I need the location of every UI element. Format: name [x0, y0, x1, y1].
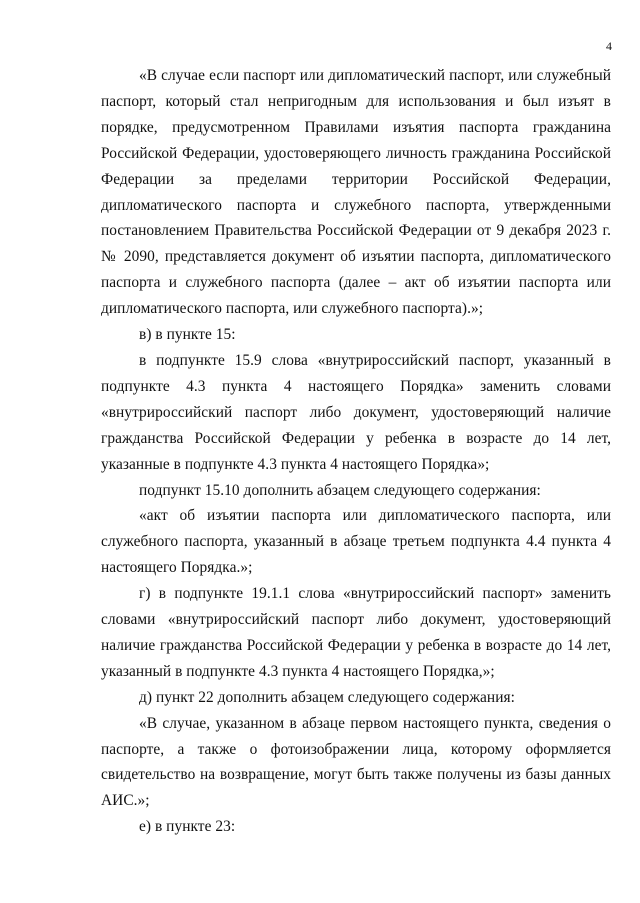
paragraph-item-g-subpoint-19-1-1: г) в подпункте 19.1.1 слова «внутрироссийский паспорт» заменить словами «внутрироссийский паспорт либо документ, удостоверяющий наличие гражданства Российской Федерации у ребенка в возрасте до 14 лет, указанный в подпункте 4.3 пункта 4 настоящего Порядка,»;: [101, 585, 611, 680]
paragraph-subpoint-15-10: подпункт 15.10 дополнить абзацем следующего содержания:: [139, 481, 541, 499]
paragraph-item-e-point-23: е) в пункте 23:: [139, 818, 236, 836]
paragraph-withdrawal-act-quote: «акт об изъятии паспорта или дипломатического паспорта, или служебного паспорта, указанный в абзаце третьем подпункта 4.4 пункта 4 настоящего Порядка.»;: [101, 507, 611, 577]
paragraph-item-v-point-15: в) в пункте 15:: [139, 326, 236, 344]
document-body: [101, 63, 611, 840]
paragraph-passport-withdrawal-quote: «В случае если паспорт или дипломатический паспорт, или служебный паспорт, который стал непригодным для использования и был изъят в порядке, предусмотренном Правилами изъятия паспорта гражданина Российской Федерации, удостоверяющего личность гражданина Российской Федерации за пределами территории Российской Федерации, дипломатического паспорта и служебного паспорта, утвержденными постановлением Правительства Российской Федерации от 9 декабря 2023 г. № 2090, представляется документ об изъятии паспорта, дипломатического паспорта и служебного паспорта (далее – акт об изъятии паспорта или дипломатического паспорта, или служебного паспорта).»;: [101, 67, 611, 318]
paragraph-ais-database-quote: «В случае, указанном в абзаце первом настоящего пункта, сведения о паспорте, а также о фотоизображении лица, которому оформляется свидетельство на возвращение, могут быть также получены из базы данных АИС.»;: [101, 714, 611, 810]
paragraph-item-d-point-22: д) пункт 22 дополнить абзацем следующего содержания:: [139, 688, 515, 706]
page-number: 4: [606, 39, 612, 53]
paragraph-subpoint-15-9: в подпункте 15.9 слова «внутрироссийский паспорт, указанный в подпункте 4.3 пункта 4 настоящего Порядка» заменить словами «внутрироссийский паспорт либо документ, удостоверяющий наличие гражданства Российской Федерации у ребенка в возрасте до 14 лет, указанные в подпункте 4.3 пункта 4 настоящего Порядка»;: [101, 351, 611, 473]
